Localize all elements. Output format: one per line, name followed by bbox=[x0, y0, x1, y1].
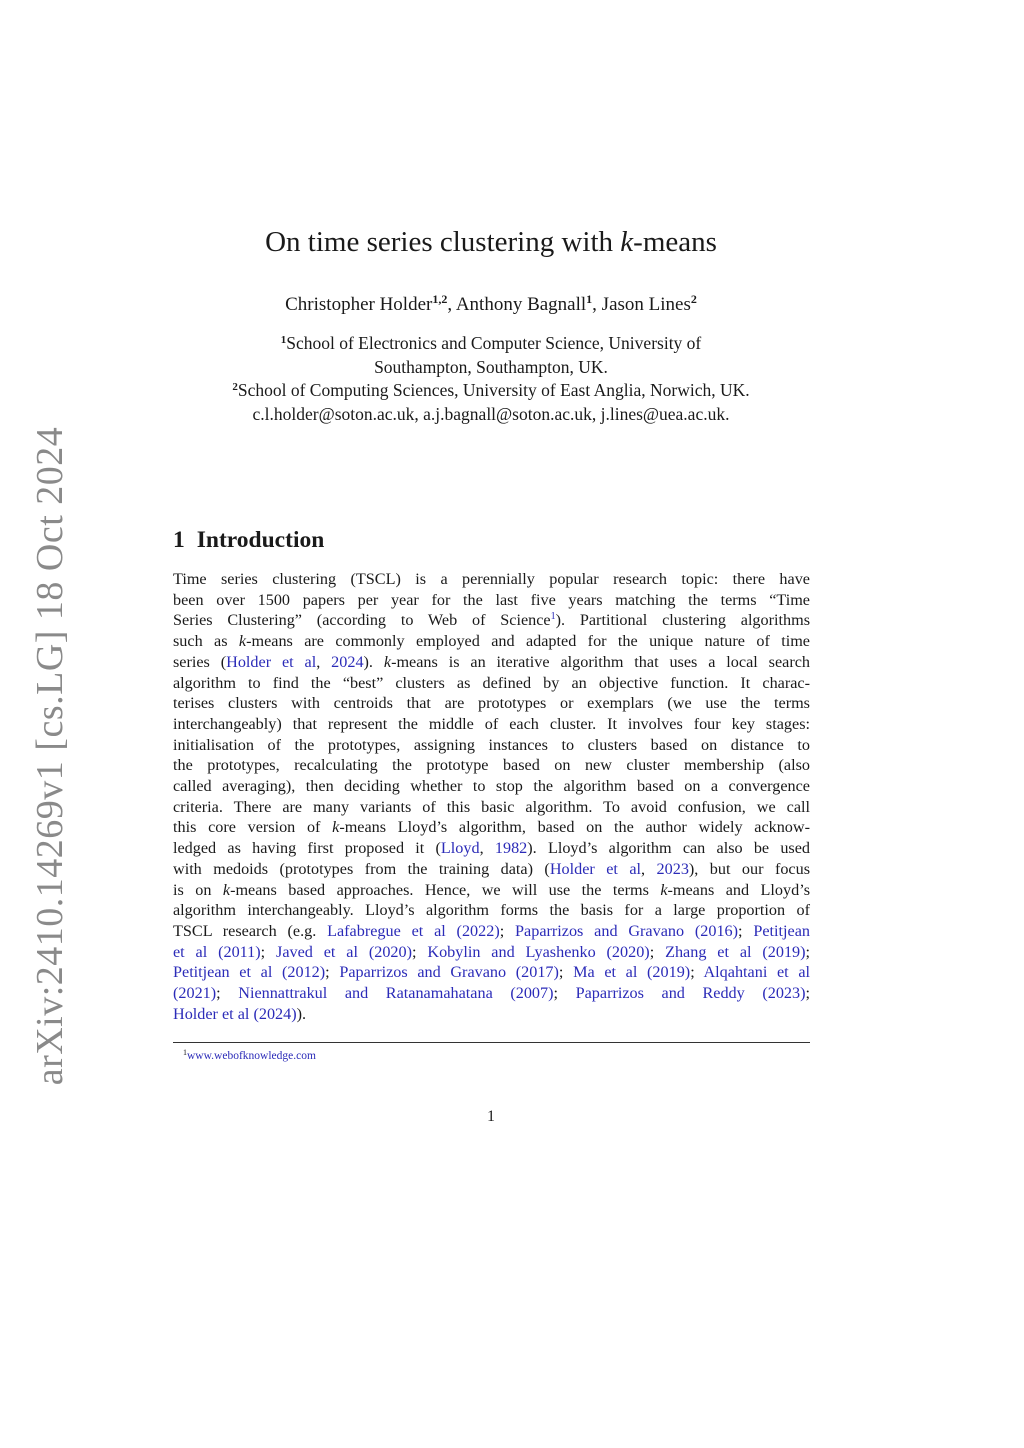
body-line: Time series clustering (TSCL) is a perennially popular research topic: there have bbox=[173, 570, 810, 588]
affiliation-1-line-2: Southampton, Southampton, UK. bbox=[374, 356, 608, 377]
section-number: 1 bbox=[173, 527, 185, 553]
body-line bbox=[173, 962, 810, 983]
body-text-run: ; bbox=[690, 963, 704, 982]
body-text-run: ; bbox=[499, 921, 516, 940]
body-line bbox=[173, 838, 810, 859]
author-separator: , bbox=[592, 294, 602, 315]
italic-k: k bbox=[332, 818, 340, 837]
body-text-run: ). Lloyd’s algorithm can also be used bbox=[527, 839, 811, 858]
italic-k: k bbox=[222, 880, 231, 899]
citation-link[interactable]: Kobylin and Lyashenko (2020) bbox=[427, 942, 650, 961]
page-number: 1 bbox=[487, 1108, 495, 1125]
italic-k: k bbox=[238, 632, 247, 651]
title-text-after: -means bbox=[633, 226, 717, 258]
affiliation-2-mark: 2 bbox=[232, 381, 238, 393]
introduction-paragraph bbox=[173, 569, 810, 1024]
body-text-run: ). bbox=[363, 652, 384, 671]
body-text-run: ). bbox=[296, 1004, 307, 1023]
citation-link[interactable]: (2021) bbox=[173, 984, 217, 1003]
section-title: Introduction bbox=[196, 527, 325, 553]
citation-link[interactable]: Lafabregue et al (2022) bbox=[327, 921, 500, 940]
title-text-before: On time series clustering with bbox=[265, 226, 621, 258]
body-text-run: ; bbox=[412, 942, 428, 961]
body-line: the prototypes, recalculating the prototype based on new cluster membership (also bbox=[173, 756, 810, 775]
body-line bbox=[173, 817, 810, 838]
body-line bbox=[173, 652, 810, 673]
body-text-run: ; bbox=[805, 984, 810, 1003]
body-line bbox=[173, 610, 810, 631]
body-text-run: TSCL research (e.g. bbox=[173, 921, 328, 940]
affiliation-2-line bbox=[0, 379, 982, 403]
body-line: initialisation of the prototypes, assigning instances to clusters based on distance to bbox=[173, 735, 810, 754]
body-text-run: with medoids (prototypes from the training data) ( bbox=[173, 859, 550, 878]
body-text-run: -means based approaches. Hence, we will use the terms bbox=[230, 880, 661, 899]
footnote-divider bbox=[173, 1042, 810, 1043]
body-text-run: , bbox=[316, 652, 332, 671]
body-text-run: Series Clustering” (according to Web of Science bbox=[173, 611, 551, 630]
body-text-run: such as bbox=[173, 632, 239, 651]
affiliation-2-text: School of Computing Sciences, University of East Anglia, Norwich, UK. bbox=[237, 380, 750, 400]
author-separator: , bbox=[447, 294, 456, 315]
body-line: called averaging), then deciding whether to stop the algorithm based on a convergence bbox=[173, 777, 810, 796]
author-affiliation-mark: 1 bbox=[586, 292, 593, 306]
citation-link[interactable]: Paparrizos and Gravano (2017) bbox=[339, 963, 559, 982]
affiliations-block bbox=[0, 332, 982, 426]
body-text-run: ; bbox=[553, 984, 576, 1003]
author-name: Christopher Holder bbox=[285, 294, 433, 315]
author-affiliation-mark: 2 bbox=[690, 292, 697, 306]
body-text-run: -means Lloyd’s algorithm, based on the author widely acknow- bbox=[339, 818, 810, 837]
citation-link[interactable]: Paparrizos and Gravano (2016) bbox=[515, 921, 739, 940]
author-name: Anthony Bagnall bbox=[455, 294, 587, 315]
body-line bbox=[173, 880, 810, 901]
body-line: interchangeably) that represent the middle of each cluster. It involves four key stages: bbox=[173, 714, 810, 733]
footnote-reference[interactable]: 1 bbox=[550, 611, 556, 623]
body-text-run: , bbox=[479, 839, 495, 858]
citation-link[interactable]: Holder et al bbox=[549, 859, 642, 878]
footnote bbox=[183, 1050, 316, 1062]
affiliation-1-mark: 1 bbox=[280, 334, 287, 346]
body-text-run: ledged as having first proposed it ( bbox=[173, 839, 441, 858]
citation-link[interactable]: et al (2011) bbox=[173, 942, 261, 961]
citation-link[interactable]: Petitjean et al (2012) bbox=[173, 963, 326, 982]
citation-link[interactable]: Petitjean bbox=[753, 921, 810, 940]
body-line bbox=[173, 631, 810, 652]
body-text-run: ; bbox=[558, 963, 574, 982]
citation-link[interactable]: 2023 bbox=[656, 859, 689, 878]
paper-title bbox=[0, 226, 982, 259]
body-text-run: -means are commonly employed and adapted for the unique nature of time bbox=[246, 632, 810, 651]
body-text-run: , bbox=[641, 859, 657, 878]
author-emails: c.l.holder@soton.ac.uk, a.j.bagnall@soton.ac.uk, j.lines@uea.ac.uk. bbox=[252, 403, 730, 424]
author-list bbox=[0, 294, 982, 316]
body-line bbox=[173, 983, 810, 1004]
citation-link[interactable]: Niennattrakul and Ratanamahatana (2007) bbox=[238, 984, 554, 1003]
body-text-run: ), but our focus bbox=[688, 859, 811, 878]
body-line: been over 1500 papers per year for the last five years matching the terms “Time bbox=[173, 590, 810, 609]
body-text-run: ; bbox=[805, 942, 811, 961]
body-text-run: ; bbox=[216, 984, 239, 1003]
citation-link[interactable]: Alqahtani et al bbox=[703, 963, 811, 982]
title-italic-k: k bbox=[620, 226, 634, 258]
affiliation-1-line-1 bbox=[0, 332, 982, 356]
body-line: terises clusters with centroids that are prototypes or exemplars (we use the terms bbox=[173, 694, 810, 713]
citation-link[interactable]: 2024 bbox=[331, 652, 364, 671]
citation-link[interactable]: Lloyd bbox=[440, 839, 480, 858]
italic-k: k bbox=[660, 880, 668, 899]
footnote-mark: 1 bbox=[183, 1048, 187, 1057]
citation-link[interactable]: Javed et al (2020) bbox=[276, 942, 412, 961]
body-line bbox=[173, 859, 810, 880]
body-line bbox=[173, 921, 810, 942]
body-text-run: ; bbox=[738, 921, 754, 940]
citation-link[interactable]: Zhang et al (2019) bbox=[665, 942, 806, 961]
citation-link[interactable]: 1982 bbox=[494, 839, 528, 858]
body-line bbox=[173, 1004, 810, 1025]
section-heading bbox=[173, 527, 324, 554]
body-text-run: ; bbox=[649, 942, 666, 961]
citation-link[interactable]: Holder et al (2024) bbox=[173, 1004, 297, 1023]
body-text-run: is on bbox=[173, 880, 223, 899]
body-text-run: series ( bbox=[173, 652, 227, 671]
arxiv-identifier-stamp: arXiv:2410.14269v1 [cs.LG] 18 Oct 2024 bbox=[29, 426, 71, 1086]
body-line bbox=[173, 942, 810, 963]
affiliation-1-text: School of Electronics and Computer Science, University of bbox=[286, 333, 702, 353]
italic-k: k bbox=[383, 652, 392, 671]
footnote-link[interactable]: www.webofknowledge.com bbox=[187, 1050, 316, 1062]
body-line: criteria. There are many variants of this basic algorithm. To avoid confusion, we call bbox=[173, 797, 810, 816]
body-text-run: -means and Lloyd’s bbox=[667, 880, 810, 899]
body-text-run: ; bbox=[325, 963, 340, 982]
body-line: algorithm interchangeably. Lloyd’s algorithm forms the basis for a large proportion of bbox=[173, 901, 810, 920]
body-text-run: -means is an iterative algorithm that uses a local search bbox=[391, 652, 810, 671]
author-name: Jason Lines bbox=[601, 294, 691, 315]
citation-link[interactable]: Holder et al bbox=[226, 652, 317, 671]
body-text-run: ). Partitional clustering algorithms bbox=[555, 611, 810, 630]
citation-link[interactable]: Paparrizos and Reddy (2023) bbox=[575, 984, 806, 1003]
body-text-run: this core version of bbox=[173, 818, 333, 837]
citation-link[interactable]: Ma et al (2019) bbox=[573, 963, 691, 982]
body-text-run: ; bbox=[260, 942, 277, 961]
author-affiliation-mark: 1,2 bbox=[432, 292, 448, 306]
body-line: algorithm to find the “best” clusters as defined by an objective function. It charac- bbox=[173, 673, 810, 692]
